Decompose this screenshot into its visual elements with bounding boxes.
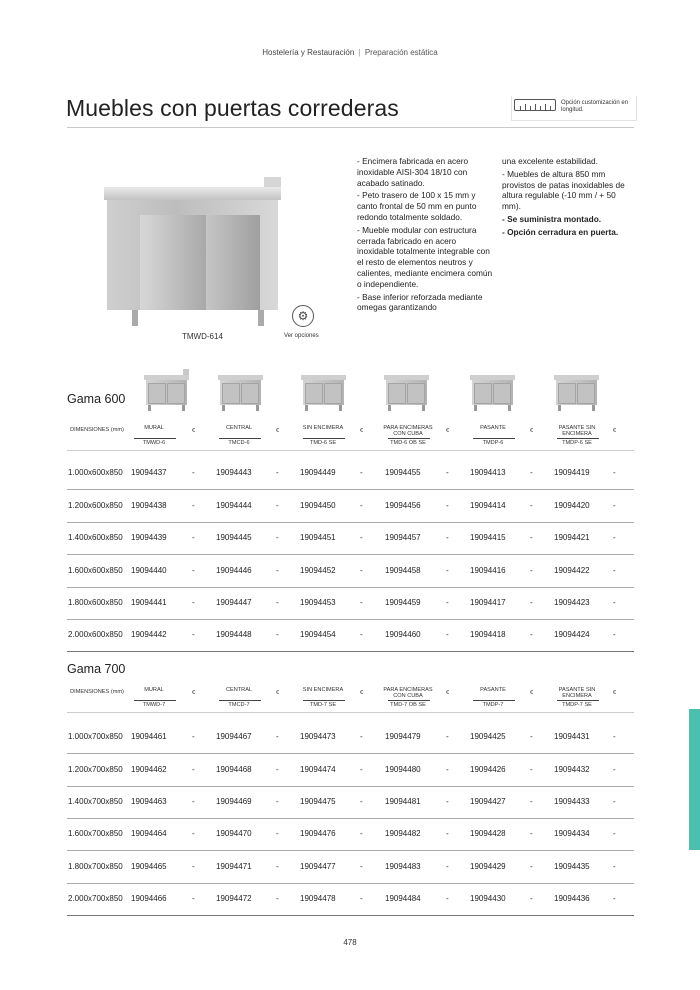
row-dimension: 1.400x600x850 [68,533,123,542]
product-code: 19094451 [300,533,336,542]
product-code: 19094475 [300,797,336,806]
model-code: TMD-6 OB SE [390,440,426,446]
product-code: 19094426 [470,765,506,774]
range-title: Gama 600 [67,392,126,406]
column-header: SIN ENCIMERA [302,425,344,431]
price-placeholder: - [360,829,363,838]
price-placeholder: - [530,894,533,903]
column-header: PASANTE [480,687,506,693]
product-code: 19094454 [300,630,336,639]
column-header-dimensions: DIMENSIONES (mm) [70,427,124,433]
product-code: 19094465 [131,862,167,871]
column-header: SIN ENCIMERA [302,687,344,693]
product-code: 19094480 [385,765,421,774]
product-code: 19094474 [300,765,336,774]
product-code: 19094434 [554,829,590,838]
product-code: 19094479 [385,732,421,741]
row-dimension: 1.000x700x850 [68,732,123,741]
price-placeholder: - [530,501,533,510]
product-code: 19094432 [554,765,590,774]
price-placeholder: - [530,765,533,774]
product-code: 19094425 [470,732,506,741]
product-code: 19094422 [554,566,590,575]
price-placeholder: - [613,501,616,510]
product-code: 19094483 [385,862,421,871]
price-placeholder: - [613,630,616,639]
price-placeholder: - [360,765,363,774]
row-line [67,883,634,884]
product-code: 19094462 [131,765,167,774]
breadcrumb-separator: | [358,48,361,57]
price-placeholder: - [276,566,279,575]
price-placeholder: - [446,862,449,871]
currency-symbol: € [360,428,364,434]
row-line [67,619,634,620]
product-thumbnail [384,367,429,411]
price-placeholder: - [276,732,279,741]
product-code: 19094427 [470,797,506,806]
price-placeholder: - [530,598,533,607]
model-code: TMD-6 SE [309,440,337,446]
cabinet-door-right [208,215,260,310]
product-code: 19094470 [216,829,252,838]
description-line: - Encimera fabricada en acero inoxidable AISI-304 18/10 con acabado satinado. [357,156,469,188]
price-placeholder: - [276,862,279,871]
column-header: CENTRAL [225,687,253,693]
product-code: 19094435 [554,862,590,871]
price-placeholder: - [192,862,195,871]
product-thumbnail [470,367,515,411]
price-placeholder: - [613,829,616,838]
product-code: 19094453 [300,598,336,607]
price-placeholder: - [276,598,279,607]
options-link[interactable]: Ver opciones [284,333,319,339]
currency-symbol: € [192,690,196,696]
model-code: TMWD-6 [142,440,166,446]
title-rule [67,127,634,128]
product-code: 19094463 [131,797,167,806]
row-line [67,753,634,754]
price-placeholder: - [360,894,363,903]
product-code: 19094431 [554,732,590,741]
cabinet-top [104,187,281,200]
description-line: - Mueble modular con estructura cerrada fabricado en acero inoxidable totalmente integrable con el resto de elementos neutros y calientes, mediante encimera común o independiente. [357,224,493,289]
price-placeholder: - [192,501,195,510]
row-dimension: 1.200x700x850 [68,765,123,774]
product-code: 19094433 [554,797,590,806]
product-code: 19094447 [216,598,252,607]
product-code: 19094423 [554,598,590,607]
product-code: 19094469 [216,797,252,806]
price-placeholder: - [276,501,279,510]
price-placeholder: - [530,797,533,806]
row-line [67,818,634,819]
price-placeholder: - [446,894,449,903]
price-placeholder: - [276,797,279,806]
model-code: TMDP-6 [482,440,504,446]
product-code: 19094450 [300,501,336,510]
header-rule [134,700,176,701]
column-header: MURAL [144,425,164,431]
row-dimension: 1.400x700x850 [68,797,123,806]
currency-symbol: € [613,428,617,434]
price-placeholder: - [192,468,195,477]
product-code: 19094415 [470,533,506,542]
section-tab [689,709,700,850]
row-dimension: 2.000x600x850 [68,630,123,639]
description-bold-line: - Opción cerradura en puerta. [502,226,619,237]
description-column-1 [357,156,493,315]
product-code: 19094482 [385,829,421,838]
product-thumbnail [301,367,346,411]
cabinet-door-left [140,215,206,310]
product-code: 19094464 [131,829,167,838]
row-line [67,522,634,523]
page-title: Muebles con puertas correderas [66,95,399,121]
currency-symbol: € [613,690,617,696]
product-thumbnail [554,367,599,411]
price-placeholder: - [276,468,279,477]
product-code: 19094473 [300,732,336,741]
row-line [67,651,634,652]
price-placeholder: - [530,829,533,838]
description-bold-line: - Se suministra montado. [502,213,602,224]
product-code: 19094481 [385,797,421,806]
row-dimension: 1.000x600x850 [68,468,123,477]
product-code: 19094446 [216,566,252,575]
product-code: 19094484 [385,894,421,903]
price-placeholder: - [530,732,533,741]
column-header: PASANTE SIN ENCIMERA [558,425,596,437]
price-placeholder: - [276,829,279,838]
model-code: TMDP-7 SE [562,702,592,708]
product-code: 19094457 [385,533,421,542]
price-placeholder: - [192,894,195,903]
price-placeholder: - [192,598,195,607]
price-placeholder: - [530,630,533,639]
column-header: MURAL [144,687,164,693]
product-code: 19094477 [300,862,336,871]
product-code: 19094448 [216,630,252,639]
column-header: PARA ENCIMERAS CON CUBA [383,687,433,699]
price-placeholder: - [530,566,533,575]
row-line [67,915,634,916]
product-code: 19094458 [385,566,421,575]
model-code: TMCD-7 [228,702,250,708]
column-header: CENTRAL [225,425,253,431]
model-code: TMWD-7 [142,702,166,708]
breadcrumb [0,48,700,57]
price-placeholder: - [276,765,279,774]
product-code: 19094413 [470,468,506,477]
price-placeholder: - [360,797,363,806]
product-code: 19094466 [131,894,167,903]
model-code: TMD-7 SE [309,702,337,708]
price-placeholder: - [360,862,363,871]
model-code: TMD-7 OB SE [390,702,426,708]
currency-symbol: € [530,690,534,696]
product-code: 19094452 [300,566,336,575]
product-code: 19094438 [131,501,167,510]
product-code: 19094478 [300,894,336,903]
currency-symbol: € [276,428,280,434]
product-code: 19094471 [216,862,252,871]
currency-symbol: € [446,690,450,696]
description-column-2 [502,156,636,240]
price-placeholder: - [613,468,616,477]
price-placeholder: - [613,533,616,542]
price-placeholder: - [360,598,363,607]
product-code: 19094436 [554,894,590,903]
price-placeholder: - [613,598,616,607]
range-title: Gama 700 [67,662,126,676]
description-line: - Peto trasero de 100 x 15 mm y canto frontal de 50 mm en punto redondo totalmente soldado. [357,190,477,222]
price-placeholder: - [446,598,449,607]
description-line: - Muebles de altura 850 mm provistos de patas inoxidables de altura regulable (-10 mm / + 50 mm). [502,168,625,212]
product-code: 19094429 [470,862,506,871]
option-note: Opción customización en longitud. [561,100,629,113]
header-rule [134,438,176,439]
price-placeholder: - [360,468,363,477]
header-rule [219,700,261,701]
column-header-dimensions: DIMENSIONES (mm) [70,689,124,695]
price-placeholder: - [192,797,195,806]
header-rule [303,438,345,439]
price-placeholder: - [360,630,363,639]
product-code: 19094449 [300,468,336,477]
column-header: PARA ENCIMERAS CON CUBA [383,425,433,437]
header-bottom-line [67,712,634,713]
row-line [67,786,634,787]
currency-symbol: € [192,428,196,434]
price-placeholder: - [360,566,363,575]
currency-symbol: € [446,428,450,434]
price-placeholder: - [530,862,533,871]
model-code: TMCD-6 [228,440,250,446]
product-code: 19094468 [216,765,252,774]
price-placeholder: - [276,533,279,542]
row-line [67,554,634,555]
currency-symbol: € [360,690,364,696]
price-placeholder: - [446,468,449,477]
price-placeholder: - [446,829,449,838]
price-placeholder: - [360,501,363,510]
row-dimension: 1.200x600x850 [68,501,123,510]
product-code: 19094416 [470,566,506,575]
product-code: 19094476 [300,829,336,838]
price-placeholder: - [446,797,449,806]
cabinet-leg [132,310,138,326]
header-rule [473,438,515,439]
price-placeholder: - [276,630,279,639]
price-placeholder: - [276,894,279,903]
price-placeholder: - [446,501,449,510]
column-header: PASANTE SIN ENCIMERA [558,687,596,699]
product-code: 19094418 [470,630,506,639]
price-placeholder: - [192,829,195,838]
row-dimension: 1.600x600x850 [68,566,123,575]
currency-symbol: € [530,428,534,434]
price-placeholder: - [613,566,616,575]
description-line: - Base inferior reforzada mediante omegas garantizando [357,291,483,313]
row-dimension: 1.800x600x850 [68,598,123,607]
product-code: 19094443 [216,468,252,477]
product-code: 19094445 [216,533,252,542]
price-placeholder: - [446,630,449,639]
price-placeholder: - [192,732,195,741]
header-rule [473,700,515,701]
price-placeholder: - [613,765,616,774]
product-code: 19094439 [131,533,167,542]
description-line: una excelente estabilidad. [502,156,598,166]
product-code: 19094455 [385,468,421,477]
row-line [67,489,634,490]
price-placeholder: - [192,765,195,774]
price-placeholder: - [613,797,616,806]
product-code: 19094419 [554,468,590,477]
price-placeholder: - [446,732,449,741]
header-bottom-line [67,450,634,451]
product-code: 19094444 [216,501,252,510]
header-rule [388,700,430,701]
product-thumbnail [218,367,263,411]
product-code: 19094456 [385,501,421,510]
product-code: 19094442 [131,630,167,639]
price-placeholder: - [192,533,195,542]
product-code: 19094437 [131,468,167,477]
price-placeholder: - [446,566,449,575]
header-rule [303,700,345,701]
product-code: 19094424 [554,630,590,639]
breadcrumb-section: Hostelería y Restauración [262,48,355,57]
product-label: TMWD-614 [182,332,223,341]
product-code: 19094421 [554,533,590,542]
price-placeholder: - [613,732,616,741]
header-rule [219,438,261,439]
column-header: PASANTE [480,425,506,431]
product-code: 19094460 [385,630,421,639]
price-placeholder: - [192,630,195,639]
row-line [67,850,634,851]
price-placeholder: - [360,533,363,542]
row-dimension: 1.800x700x850 [68,862,123,871]
product-code: 19094428 [470,829,506,838]
breadcrumb-subsection: Preparación estática [364,48,438,57]
product-code: 19094459 [385,598,421,607]
product-code: 19094461 [131,732,167,741]
cabinet-leg [258,310,264,326]
product-code: 19094430 [470,894,506,903]
price-placeholder: - [446,765,449,774]
product-code: 19094441 [131,598,167,607]
price-placeholder: - [530,468,533,477]
header-rule [557,700,599,701]
ruler-icon [514,99,556,111]
product-code: 19094440 [131,566,167,575]
product-code: 19094417 [470,598,506,607]
currency-symbol: € [276,690,280,696]
header-rule [388,438,430,439]
price-placeholder: - [613,862,616,871]
price-placeholder: - [613,894,616,903]
product-code: 19094414 [470,501,506,510]
header-rule [557,438,599,439]
product-code: 19094472 [216,894,252,903]
product-code: 19094420 [554,501,590,510]
price-placeholder: - [530,533,533,542]
model-code: TMDP-6 SE [562,440,592,446]
model-code: TMDP-7 [482,702,504,708]
product-code: 19094467 [216,732,252,741]
row-dimension: 1.600x700x850 [68,829,123,838]
row-dimension: 2.000x700x850 [68,894,123,903]
price-placeholder: - [192,566,195,575]
page-number: 478 [343,938,357,947]
price-placeholder: - [446,533,449,542]
row-line [67,587,634,588]
product-thumbnail [144,367,189,411]
gear-icon[interactable]: ⚙ [292,305,314,327]
price-placeholder: - [360,732,363,741]
